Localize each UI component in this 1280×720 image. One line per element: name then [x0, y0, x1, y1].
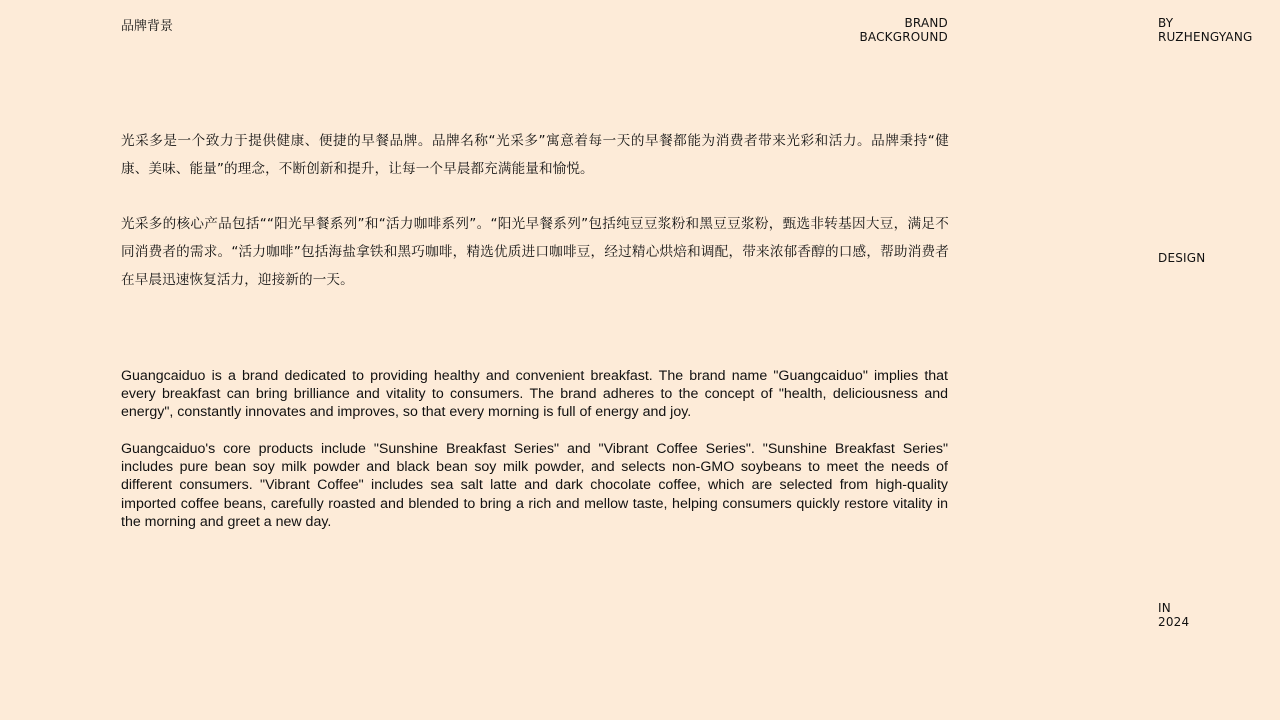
author-by: BY	[1158, 16, 1174, 30]
section-title-en-line1: BRAND	[904, 16, 948, 30]
year-credit	[1158, 601, 1189, 629]
cn-paragraph-products: 光采多的核心产品包括““阳光早餐系列”和“活力咖啡系列”。“阳光早餐系列”包括纯豆豆浆粉和黑豆豆浆粉，甄选非转基因大豆，满足不同消费者的需求。“活力咖啡”包括海盐拿铁和黑巧咖啡，精选优质进口咖啡豆，经过精心烘焙和调配，带来浓郁香醇的口感，帮助消费者在早晨迅速恢复活力，迎接新的一天。	[121, 216, 949, 288]
author-credit	[1158, 16, 1253, 44]
en-paragraph-intro: Guangcaiduo is a brand dedicated to providing healthy and convenient breakfast. The brand name "Guangcaiduo" implies that every breakfast can bring brilliance and vitality to consumers. The brand adheres to the concept of "health, deliciousness and energy", constantly innovates and improves, so that every morning is full of energy and joy.	[121, 368, 948, 421]
en-paragraph-products: Guangcaiduo's core products include "Sunshine Breakfast Series" and "Vibrant Coffee Series". "Sunshine Breakfast Series" includes pure bean soy milk powder and black bean soy milk powder, and selects non-GMO soybeans to meet the needs of different consumers. "Vibrant Coffee" includes sea salt latte and dark chocolate coffee, which are selected from high-quality imported coffee beans, carefully roasted and blended to bring a rich and mellow taste, helping consumers quickly restore vitality in the morning and greet a new day.	[121, 441, 948, 530]
design-label: DESIGN	[1158, 251, 1206, 265]
year-value: 2024	[1158, 615, 1190, 629]
section-title-en	[800, 16, 948, 44]
cn-paragraph-intro: 光采多是一个致力于提供健康、便捷的早餐品牌。品牌名称“光采多”寓意着每一天的早餐都能为消费者带来光彩和活力。品牌秉持“健康、美味、能量”的理念，不断创新和提升，让每一个早晨都充满能量和愉悦。	[121, 133, 949, 177]
author-name: RUZHENGYANG	[1158, 30, 1253, 44]
section-title-en-line2: BACKGROUND	[859, 30, 948, 44]
year-in-label: IN	[1158, 601, 1171, 615]
section-title-cn: 品牌背景	[121, 19, 174, 34]
